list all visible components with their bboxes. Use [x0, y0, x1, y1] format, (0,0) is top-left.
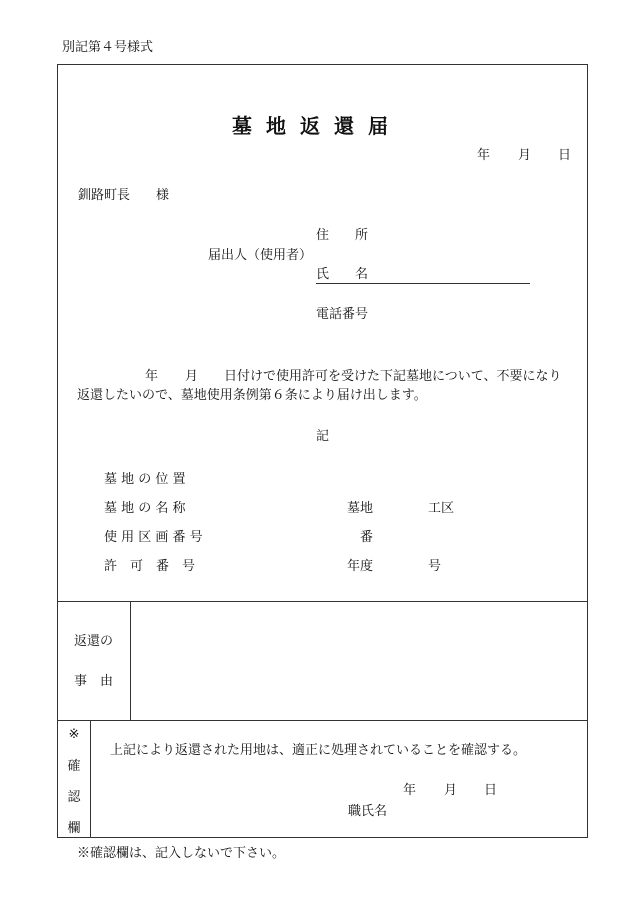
page-title: 墓地返還届 [232, 114, 402, 138]
cemetery-name-suffix: 墓地 [347, 501, 374, 516]
name-label: 氏 名 [316, 267, 369, 282]
permit-label: 許 可 番 号 [104, 559, 196, 574]
ki-label: 記 [316, 429, 330, 444]
confirm-mark: ※ [68, 727, 80, 742]
section-label: 使 用 区 画 番 号 [104, 530, 203, 545]
permit-year-suffix: 年度 [347, 559, 374, 574]
confirm-char-2: 認 [67, 790, 81, 805]
divider-confirm [57, 720, 588, 721]
cemetery-name-label: 墓 地 の 名 称 [104, 501, 186, 516]
body-line2-text: 返還したいので、墓地使用条例第６条により届け出します。 [77, 388, 427, 403]
section-suffix: 番 [360, 530, 374, 545]
confirm-text: 上記により返還された用地は、適正に処理されていることを確認する。 [110, 743, 527, 758]
official-label: 職氏名 [348, 804, 388, 819]
location-label: 墓 地 の 位 置 [104, 472, 186, 487]
date-month: 月 [518, 148, 532, 163]
divider-reason [57, 601, 588, 602]
reason-label-line2: 事 由 [74, 674, 114, 689]
body-month: 月 [185, 369, 199, 384]
confirm-day: 日 [484, 783, 498, 798]
divider-confirm-label [90, 720, 91, 838]
confirm-month: 月 [444, 783, 458, 798]
form-frame [57, 64, 588, 838]
name-underline [316, 283, 530, 284]
date-day: 日 [558, 148, 572, 163]
divider-reason-label [130, 601, 131, 720]
applicant-label: 届出人（使用者） [208, 248, 313, 263]
confirm-char-3: 欄 [67, 821, 81, 836]
confirm-year: 年 [403, 783, 417, 798]
body-line1-text: 日付けで使用許可を受けた下記墓地について、不要になり [224, 369, 562, 384]
addressee: 釧路町長 様 [78, 188, 170, 203]
address-label: 住 所 [316, 228, 369, 243]
cemetery-ward-suffix: 工区 [428, 501, 455, 516]
date-year: 年 [477, 148, 491, 163]
confirm-char-1: 確 [67, 759, 81, 774]
footnote: ※確認欄は、記入しないで下さい。 [77, 846, 286, 861]
reason-label-line1: 返還の [74, 634, 114, 649]
body-year: 年 [145, 369, 159, 384]
phone-label: 電話番号 [316, 307, 369, 322]
form-number: 別記第４号様式 [62, 40, 154, 55]
permit-number-suffix: 号 [428, 559, 442, 574]
